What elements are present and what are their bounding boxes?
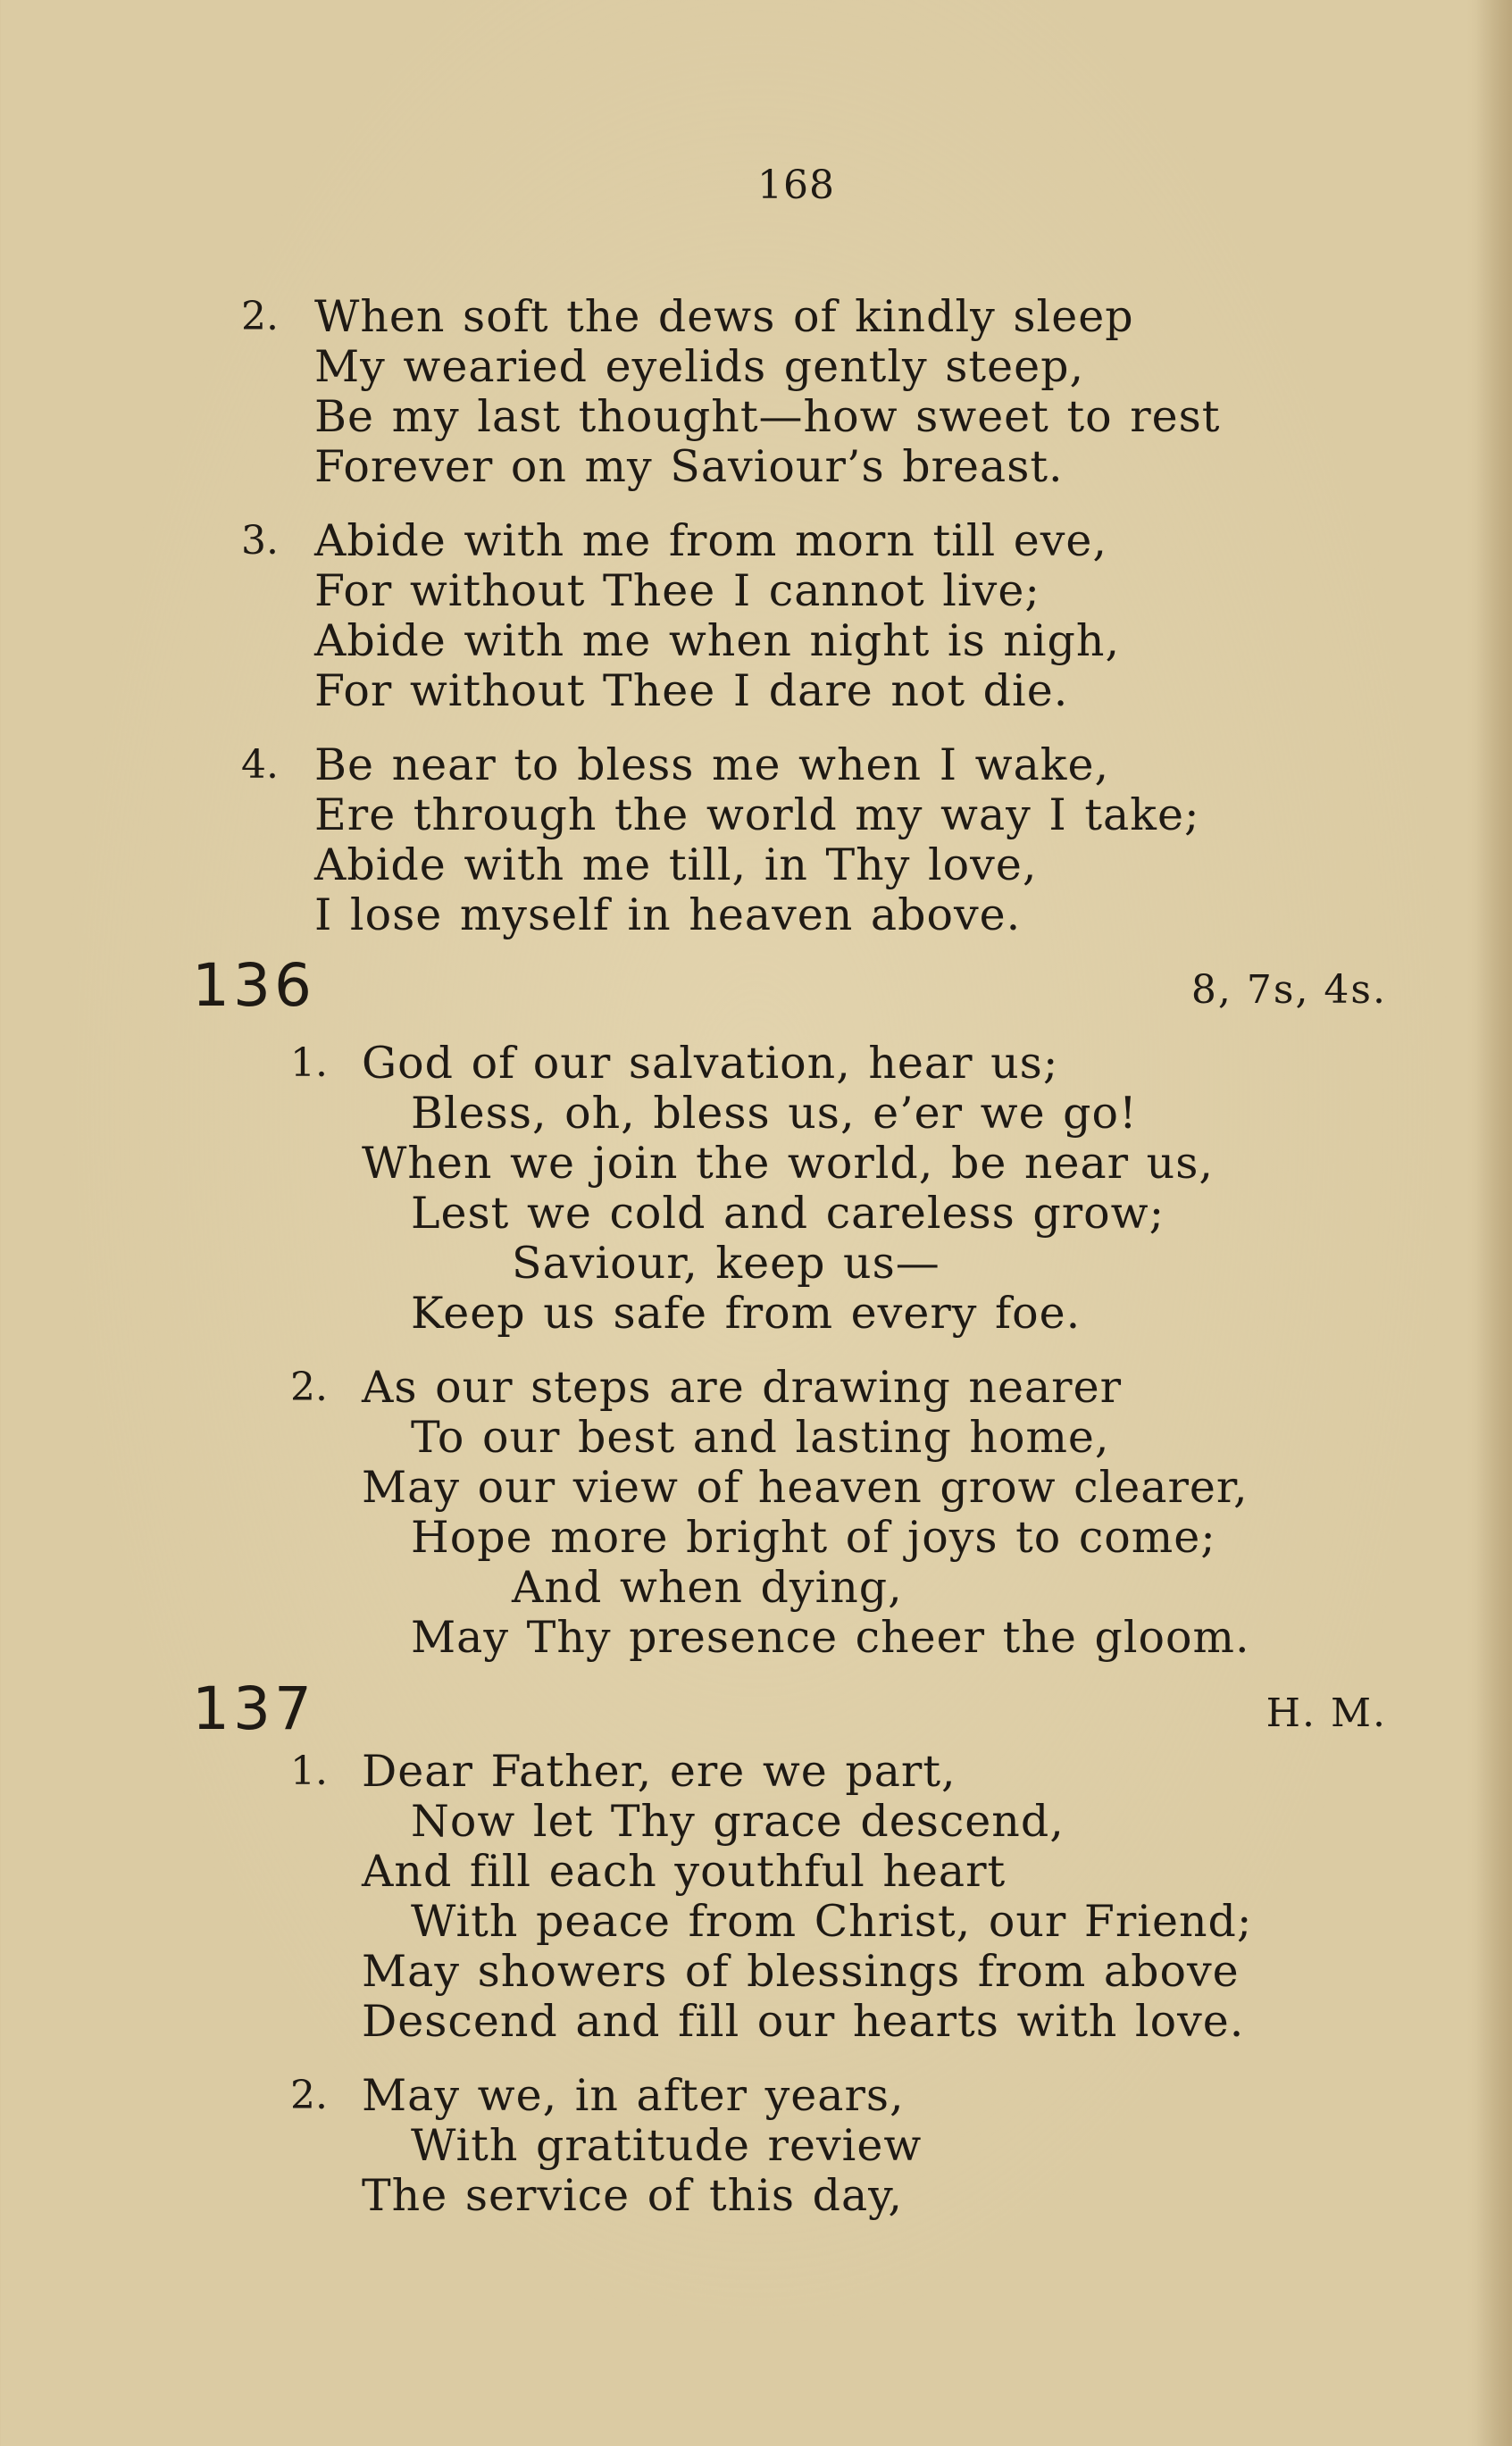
verse-line: Be my last thought—how sweet to rest — [314, 391, 1221, 442]
verse-line: Ere through the world my way I take; — [314, 789, 1200, 840]
verse-number: 2. — [290, 1365, 328, 1410]
verse-line: And when dying, — [512, 1562, 903, 1613]
verse-line: Abide with me when night is nigh, — [314, 615, 1121, 666]
verse-number: 2. — [290, 2073, 328, 2118]
verse-line: Saviour, keep us— — [512, 1238, 940, 1289]
verse-line: Keep us safe from every foe. — [411, 1288, 1082, 1339]
verse-line: My wearied eyelids gently steep, — [314, 341, 1085, 392]
verse-line: Dear Father, ere we part, — [362, 1746, 956, 1797]
verse-line: And fill each youthful heart — [362, 1846, 1007, 1897]
verse-line: With peace from Christ, our Friend; — [411, 1896, 1253, 1947]
verse-number: 1. — [290, 1040, 328, 1086]
verse-line: Now let Thy grace descend, — [411, 1796, 1065, 1847]
hymn-meter: 8, 7s, 4s. — [1190, 967, 1387, 1013]
verse-number: 4. — [241, 742, 279, 788]
verse-line: The service of this day, — [362, 2170, 903, 2221]
verse-line: Forever on my Saviour’s breast. — [314, 441, 1064, 492]
verse-line: May we, in after years, — [362, 2070, 905, 2121]
page-edge-shadow — [1476, 0, 1512, 2446]
verse-line: For without Thee I cannot live; — [314, 565, 1040, 616]
verse-number: 3. — [241, 518, 279, 563]
verse-line: When soft the dews of kindly sleep — [314, 291, 1134, 342]
verse-line: God of our salvation, hear us; — [362, 1038, 1059, 1089]
verse-line: Be near to bless me when I wake, — [314, 739, 1110, 790]
verse-line: Lest we cold and careless grow; — [411, 1188, 1165, 1239]
page-number: 168 — [757, 163, 835, 208]
verse-line: Abide with me from morn till eve, — [314, 515, 1107, 566]
verse-line: May our view of heaven grow clearer, — [362, 1462, 1249, 1513]
hymn-number: 136 — [192, 951, 315, 1020]
verse-line: May showers of blessings from above — [362, 1946, 1240, 1997]
verse-line: As our steps are drawing nearer — [362, 1362, 1123, 1413]
verse-line: To our best and lasting home, — [411, 1412, 1110, 1463]
verse-line: With gratitude review — [411, 2120, 923, 2171]
verse-number: 1. — [290, 1749, 328, 1794]
verse-line: I lose myself in heaven above. — [314, 889, 1022, 940]
hymn-meter: H. M. — [1266, 1690, 1387, 1736]
verse-line: For without Thee I dare not die. — [314, 665, 1069, 716]
verse-line: Bless, oh, bless us, e’er we go! — [411, 1088, 1138, 1139]
verse-line: May Thy presence cheer the gloom. — [411, 1612, 1250, 1663]
verse-line: Abide with me till, in Thy love, — [314, 839, 1038, 890]
verse-line: Hope more bright of joys to come; — [411, 1512, 1216, 1563]
hymn-number: 137 — [192, 1674, 315, 1743]
verse-line: Descend and fill our hearts with love. — [362, 1996, 1245, 2047]
verse-line: When we join the world, be near us, — [362, 1138, 1214, 1189]
verse-number: 2. — [241, 294, 279, 339]
